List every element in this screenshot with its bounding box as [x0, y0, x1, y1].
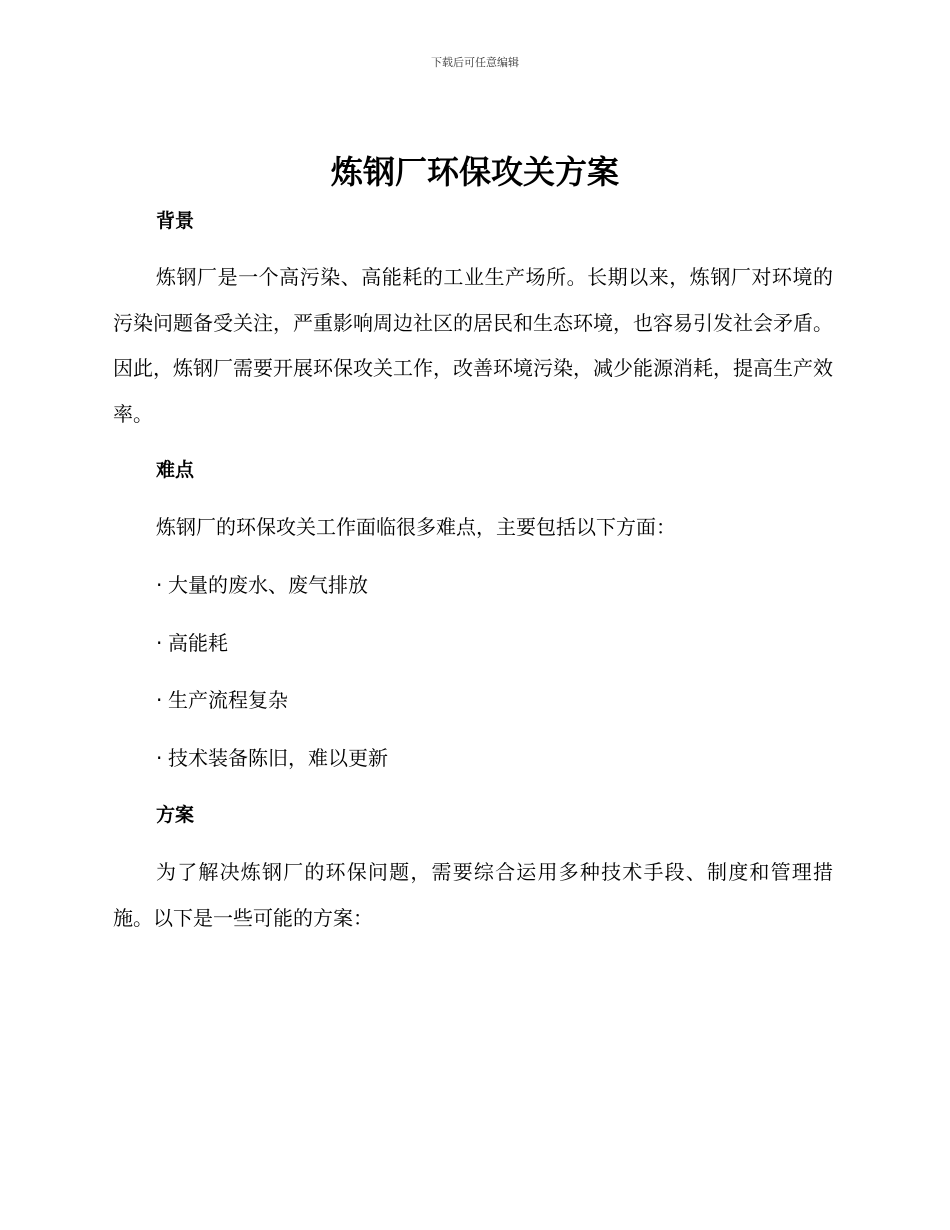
- list-item-text: 高能耗: [168, 631, 228, 655]
- list-item: [156, 571, 368, 599]
- section-heading-difficulties: 难点: [156, 459, 195, 481]
- list-item-text: 生产流程复杂: [168, 688, 288, 712]
- section-heading-plan: 方案: [156, 804, 195, 826]
- list-item: [156, 744, 388, 772]
- section-paragraph-difficulties: 炼钢厂的环保攻关工作面临很多难点，主要包括以下方面：: [156, 515, 676, 539]
- bullet-icon: ·: [156, 688, 163, 712]
- bullet-icon: ·: [156, 631, 163, 655]
- list-item: [156, 686, 288, 714]
- bullet-icon: ·: [156, 573, 163, 597]
- document-title: 炼钢厂环保攻关方案: [330, 153, 619, 191]
- section-paragraph-background: 炼钢厂是一个高污染、高能耗的工业生产场所。长期以来，炼钢厂对环境的污染问题备受关注，严重影响周边社区的居民和生态环境，也容易引发社会矛盾。因此，炼钢厂需要开展环保攻关工作，改善环境污染，减少能源消耗，提高生产效率。: [113, 265, 833, 426]
- list-item: [156, 629, 228, 657]
- page-header-note: 下载后可任意编辑: [431, 56, 519, 69]
- bullet-icon: ·: [156, 746, 163, 770]
- list-item-text: 大量的废水、废气排放: [168, 573, 368, 597]
- section-heading-background: 背景: [156, 210, 195, 232]
- section-paragraph-plan: 为了解决炼钢厂的环保问题，需要综合运用多种技术手段、制度和管理措施。以下是一些可能的方案：: [113, 860, 833, 930]
- list-item-text: 技术装备陈旧，难以更新: [168, 746, 388, 770]
